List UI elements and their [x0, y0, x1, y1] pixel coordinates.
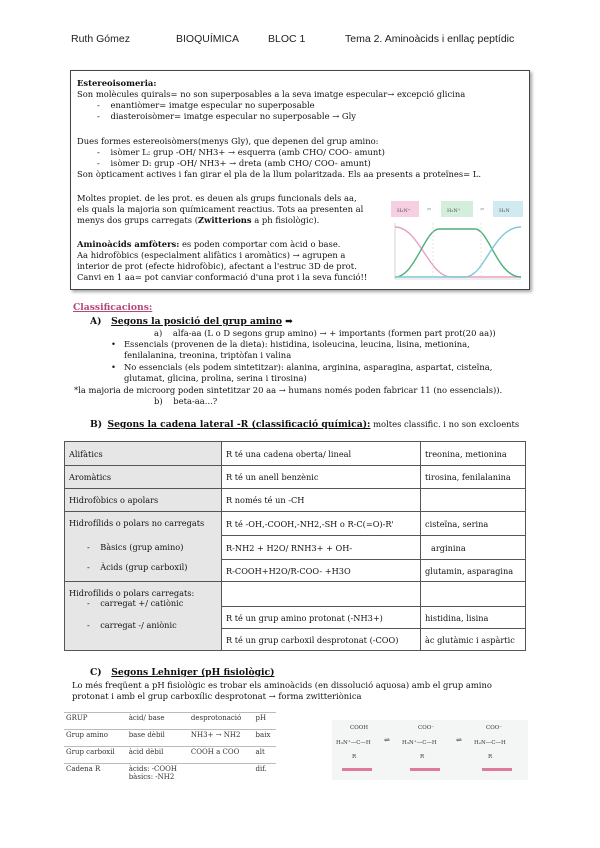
amf-line-1: Aminoàcids amfòters: es poden comportar com àcid o base. — [77, 239, 341, 249]
row-description — [222, 582, 421, 607]
acid-examples: glutamin, asparagina — [421, 560, 526, 582]
carboxyl-label-3: COO⁻ — [486, 725, 503, 731]
row-category: Alifàtics — [65, 442, 222, 466]
table-cell: pH — [254, 713, 276, 730]
row-examples: cisteïna, serina — [421, 512, 526, 536]
species-zwitterion-label: H₃N⁺ — [447, 208, 461, 214]
prop-line-3: menys dos grups carregats (Zwitterions a ph fisiològic). — [77, 215, 320, 225]
alpha-aa-line: a) alfa-aa (L o D segons grup amino) → + importants (formen part prot(20 aa)) — [154, 328, 496, 338]
table-row — [65, 582, 526, 607]
carboxyl-label-1: COOH — [350, 725, 369, 731]
stereo-bullet-1: - enantiòmer= imatge especular no superposable — [97, 100, 315, 110]
table-row — [64, 764, 276, 783]
table-cell: Grup amino — [64, 730, 127, 747]
classification-table — [64, 441, 526, 651]
table-row — [65, 442, 526, 466]
table-cell: àcids: -COOH bàsics: -NH2 — [127, 764, 189, 783]
table-cell: àcid/ base — [127, 713, 189, 730]
groups-table — [64, 712, 276, 782]
table-cell: base dèbil — [127, 730, 189, 747]
row-description: R té -OH,-COOH,-NH2,-SH o R-C(=O)-R' — [222, 512, 421, 536]
optic-line: Son òpticament actives i fan girar el pla de la llum polaritzada. Els aa presents a proteïnes= L. — [77, 169, 482, 179]
svg-text:H₃N⁺—C—H: H₃N⁺—C—H — [402, 740, 437, 746]
basic-reaction: R-NH2 + H2O/ RNH3+ + OH- — [222, 536, 421, 560]
row-examples: tirosina, fenilalanina — [421, 466, 526, 489]
prop-line-2: els quals la majoria son químicament reactius. Tots aa presenten al — [77, 204, 364, 214]
caption-bar-1 — [342, 768, 372, 771]
header-topic: Tema 2. Aminoàcids i enllaç peptídic — [345, 33, 515, 45]
equilibrium-arrow-2: ⇌ — [480, 207, 485, 213]
r-label-1: R — [352, 754, 357, 760]
basics-label: - Bàsics (grup amino) — [87, 542, 184, 552]
row-description: R té una cadena oberta/ lineal — [222, 442, 421, 466]
cation-curve — [395, 227, 521, 277]
negative-examples: àc glutàmic i aspàrtic — [421, 629, 526, 651]
stereo-line: Son molècules quirals= no son superposables a la seva imatge especular→ excepció glicina — [77, 89, 466, 99]
caption-bar-2 — [410, 768, 440, 771]
form-l: - isòmer L: grup -OH/ NH3+ → esquerra (amb CHO/ COO- amunt) — [97, 147, 385, 157]
table-cell: GRUP — [64, 713, 127, 730]
form-d: - isòmer D: grup -OH/ NH3+ → dreta (amb CHO/ COO- amunt) — [97, 158, 371, 168]
table-cell: Grup carboxil — [64, 747, 127, 764]
table-row — [65, 512, 526, 536]
stereo-title: Estereoisomeria: — [77, 78, 157, 88]
section-b-heading: B) Segons la cadena lateral -R (classificació química): moltes classific. i no son excloents — [90, 419, 520, 430]
row-examples: treonina, metionina — [421, 442, 526, 466]
table-row — [64, 730, 276, 747]
table-cell: COOH a COO — [189, 747, 254, 764]
row-examples — [421, 489, 526, 512]
negative-description: R té un grup carboxil desprotonat (-COO) — [222, 629, 421, 651]
amf-line-3: interior de prot (efecte hidrofòbic), afectant a l'estruc 3D de prot. — [77, 261, 357, 271]
table-cell: baix — [254, 730, 276, 747]
amf-line-2: Aa hidrofòbics (especialment alifàtics i aromàtics) → agrupen a — [77, 250, 346, 260]
header-subject: BIOQUÍMICA — [176, 33, 240, 45]
anion-curve — [395, 227, 521, 277]
beta-aa-line: b) beta-aa...? — [154, 396, 218, 406]
positive-examples: histidina, lisina — [421, 607, 526, 629]
stereo-bullet-2: - diasteroisòmer= imatge especular no superposable → Gly — [97, 111, 356, 121]
table-cell: NH3+ → NH2 — [189, 730, 254, 747]
table-row — [65, 489, 526, 512]
prop-line-1: Moltes propiet. de les prot. es deuen als grups funcionals dels aa, — [77, 193, 357, 203]
polar-charged-label: Hidrofílids o polars carregats: — [69, 588, 195, 598]
arrow-1: ⇌ — [384, 736, 390, 744]
polar-uncharged-label: Hidrofílids o polars no carregats — [69, 518, 205, 528]
caption-bar-3 — [482, 768, 512, 771]
table-cell: àcid dèbil — [127, 747, 189, 764]
header-author: Ruth Gómez — [71, 33, 130, 45]
section-c-line-1: Lo més freqüent a pH fisiològic es trobar els aminoàcids (en dissolució aquosa) amb el grup amino — [72, 680, 492, 690]
table-cell: alt — [254, 747, 276, 764]
section-c-line-2: protonat i amb el grup carboxílic desprotonat → forma zwitteriònica — [72, 691, 362, 701]
species-anion-label: H₂N — [499, 208, 510, 214]
table-cell: Cadena R — [64, 764, 127, 783]
essential-line-2: fenilalanina, treonina, triptòfan i valina — [124, 350, 292, 360]
r-label-3: R — [488, 754, 493, 760]
forms-line: Dues formes estereoisòmers(menys Gly), que depenen del grup amino: — [77, 136, 379, 146]
row-examples — [421, 582, 526, 607]
table-row — [65, 466, 526, 489]
positive-description: R té un grup amino protonat (-NH3+) — [222, 607, 421, 629]
carboxyl-label-2: COO⁻ — [418, 725, 435, 731]
arrow-2: ⇌ — [456, 736, 462, 744]
essential-line-1: • Essencials (provenen de la dieta): histidina, isoleucina, leucina, lisina, metionina, — [111, 339, 470, 349]
row-category: Hidrofòbics o apolars — [65, 489, 222, 512]
titration-figure — [389, 199, 525, 287]
table-row — [64, 713, 276, 730]
nonessential-line-2: glutamat, glicina, prolina, serina i tirosina) — [124, 373, 307, 383]
header-block: BLOC 1 — [268, 33, 306, 45]
table-cell: dif. — [254, 764, 276, 783]
row-category-polar-charged — [65, 582, 222, 651]
row-category: Aromàtics — [65, 466, 222, 489]
section-a-heading: A) Segons la posició del grup amino ➡ — [90, 316, 293, 327]
acids-label: - Àcids (grup carboxil) — [87, 562, 188, 572]
section-c-heading: C) Segons Lehniger (pH fisiològic) — [90, 667, 275, 678]
row-description: R només té un -CH — [222, 489, 421, 512]
row-description: R té un anell benzènic — [222, 466, 421, 489]
micro-note: *la majoria de microorg poden sintetitzar 20 aa → humans només poden fabricar 11 (no essencials)). — [74, 385, 503, 395]
equilibrium-arrow-1: ⇌ — [427, 207, 432, 213]
amf-line-4: Canvi en 1 aa= pot canviar conformació d'una prot i la seva funció!! — [77, 272, 368, 282]
table-row — [64, 747, 276, 764]
table-cell: desprotonació — [189, 713, 254, 730]
positive-label: - carregat +/ catiònic — [87, 598, 184, 608]
summary-box — [70, 70, 530, 290]
svg-text:H₂N—C—H: H₂N—C—H — [474, 740, 506, 746]
species-cation-label: H₃N⁺ — [397, 208, 411, 214]
svg-text:H₃N⁺—C—H: H₃N⁺—C—H — [336, 740, 371, 746]
nonessential-line-1: • No essencials (els podem sintetitzar): alanina, arginina, asparagina, aspartat, cisteïna, — [111, 362, 493, 372]
zwitterion-figure — [332, 720, 528, 780]
acid-reaction: R-COOH+H2O/R-COO- +H3O — [222, 560, 421, 582]
negative-label: - carregat -/ aniònic — [87, 620, 177, 630]
classif-title: Classificacions: — [73, 302, 153, 313]
table-cell — [189, 764, 254, 783]
row-category-polar-uncharged — [65, 512, 222, 582]
r-label-2: R — [420, 754, 425, 760]
basic-examples: arginina — [421, 536, 526, 560]
